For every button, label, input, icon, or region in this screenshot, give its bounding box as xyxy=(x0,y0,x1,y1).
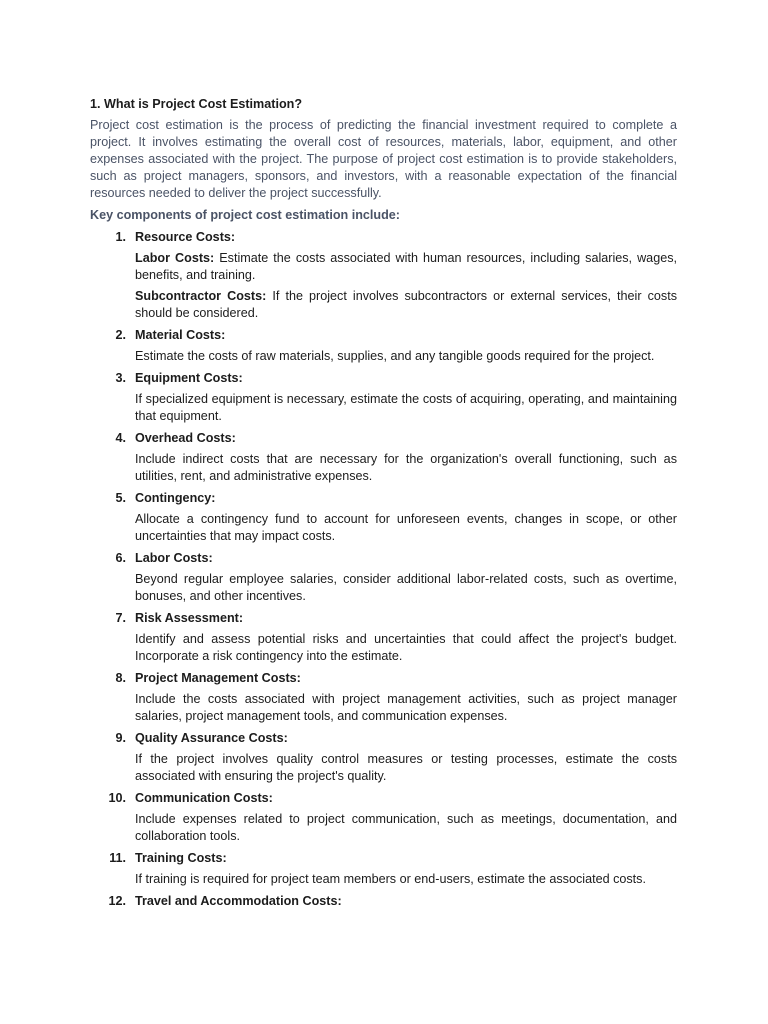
list-item-paragraph xyxy=(135,348,677,365)
list-item-paragraph xyxy=(135,631,677,665)
list-item-title: Project Management Costs: xyxy=(135,671,301,685)
list-item-paragraph xyxy=(135,391,677,425)
paragraph-text: Include indirect costs that are necessary for the organization's overall functioning, such as utilities, rent, and administrative expenses. xyxy=(135,452,677,483)
paragraph-text: Allocate a contingency fund to account for unforeseen events, changes in scope, or other uncertainties that may impact costs. xyxy=(135,512,677,543)
paragraph-text: If the project involves quality control measures or testing processes, estimate the costs associated with ensuring the project's quality. xyxy=(135,752,677,783)
list-item-number: 4. xyxy=(115,431,126,445)
list-item xyxy=(90,327,677,365)
list-item-number: 3. xyxy=(115,371,126,385)
list-item-title: Training Costs: xyxy=(135,851,227,865)
list-item-title: Labor Costs: xyxy=(135,551,213,565)
list-item xyxy=(90,490,677,545)
list-item xyxy=(90,550,677,605)
key-components-heading: Key components of project cost estimation include: xyxy=(90,208,400,222)
paragraph-text: Estimate the costs associated with human resources, including salaries, wages, benefits, and training. xyxy=(135,251,677,282)
list-item-title: Communication Costs: xyxy=(135,791,273,805)
list-item-title: Risk Assessment: xyxy=(135,611,244,625)
paragraph-text: Include expenses related to project communication, such as meetings, documentation, and collaboration tools. xyxy=(135,812,677,843)
list-item xyxy=(90,370,677,425)
paragraph-text: If training is required for project team members or end-users, estimate the associated costs. xyxy=(135,872,646,886)
list-item-title: Resource Costs: xyxy=(135,230,236,244)
list-item xyxy=(90,893,677,910)
paragraph-text: If specialized equipment is necessary, estimate the costs of acquiring, operating, and maintaining that equipment. xyxy=(135,392,677,423)
paragraph-label: Labor Costs: xyxy=(135,251,215,265)
list-item-number: 9. xyxy=(115,731,126,745)
list-item-paragraph xyxy=(135,451,677,485)
list-item-title: Travel and Accommodation Costs: xyxy=(135,894,342,908)
list-item-paragraph xyxy=(135,871,677,888)
list-item-number: 2. xyxy=(115,328,126,342)
list-item xyxy=(90,610,677,665)
list-item-number: 6. xyxy=(115,551,126,565)
list-item-number: 10. xyxy=(108,791,126,805)
list-item-number: 5. xyxy=(115,491,126,505)
list-item-paragraph xyxy=(135,250,677,284)
list-item-number: 11. xyxy=(109,851,126,865)
list-item-title: Quality Assurance Costs: xyxy=(135,731,288,745)
list-item-paragraph xyxy=(135,811,677,845)
paragraph-text: Estimate the costs of raw materials, supplies, and any tangible goods required for the project. xyxy=(135,349,655,363)
list-item-paragraph xyxy=(135,751,677,785)
paragraph-text: Include the costs associated with project management activities, such as project manager salaries, project management tools, and communication expenses. xyxy=(135,692,677,723)
list-item-paragraph xyxy=(135,511,677,545)
paragraph-text: If the project involves subcontractors or external services, their costs should be considered. xyxy=(135,289,677,320)
list-item-paragraph xyxy=(135,571,677,605)
list-item-paragraph xyxy=(135,288,677,322)
paragraph-text: Identify and assess potential risks and uncertainties that could affect the project's budget. Incorporate a risk contingency into the estimate. xyxy=(135,632,677,663)
list-item xyxy=(90,730,677,785)
components-list xyxy=(90,229,677,910)
list-item-number: 1. xyxy=(115,230,126,244)
list-item-title: Overhead Costs: xyxy=(135,431,236,445)
section-heading: 1. What is Project Cost Estimation? xyxy=(90,97,303,111)
paragraph-label: Subcontractor Costs: xyxy=(135,289,267,303)
list-item-paragraph xyxy=(135,691,677,725)
list-item-title: Material Costs: xyxy=(135,328,226,342)
paragraph-text: Beyond regular employee salaries, consider additional labor-related costs, such as overtime, bonuses, and other incentives. xyxy=(135,572,677,603)
list-item xyxy=(90,850,677,888)
list-item-number: 7. xyxy=(115,611,126,625)
document-body xyxy=(90,96,677,915)
list-item-title: Contingency: xyxy=(135,491,216,505)
intro-paragraph: Project cost estimation is the process of predicting the financial investment required to complete a project. It involves estimating the overall cost of resources, materials, labor, equipment, and other expenses associated with the project. The purpose of project cost estimation is to provide stakeholders, such as project managers, sponsors, and investors, with a reasonable expectation of the financial resources needed to deliver the project successfully. xyxy=(90,118,677,200)
list-item-number: 12. xyxy=(108,894,126,908)
list-item-title: Equipment Costs: xyxy=(135,371,243,385)
list-item xyxy=(90,229,677,322)
list-item xyxy=(90,670,677,725)
list-item xyxy=(90,790,677,845)
list-item-number: 8. xyxy=(115,671,126,685)
list-item xyxy=(90,430,677,485)
